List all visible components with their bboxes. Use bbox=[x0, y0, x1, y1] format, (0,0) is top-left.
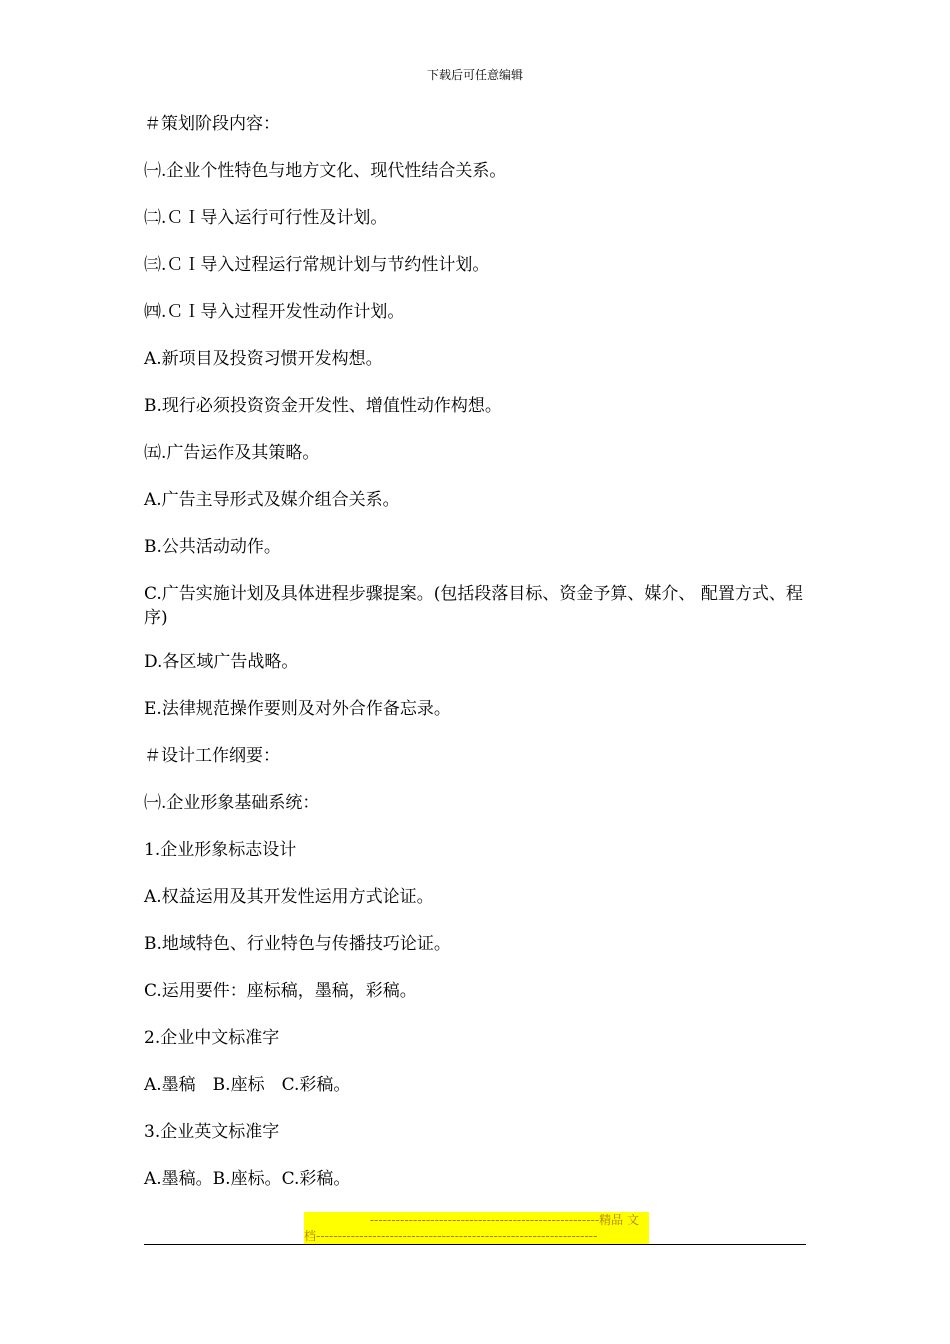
list-item: ㈠.企业形象基础系统： bbox=[144, 793, 320, 813]
list-item: B.地域特色、行业特色与传播技巧论证。 bbox=[144, 934, 451, 954]
list-item: 2.企业中文标准字 bbox=[144, 1028, 280, 1048]
list-item: B.现行必须投资资金开发性、增值性动作构想。 bbox=[144, 396, 502, 416]
list-item: B.公共活动动作。 bbox=[144, 537, 281, 557]
list-item: C.运用要件：座标稿，墨稿，彩稿。 bbox=[144, 981, 417, 1001]
list-item: E.法律规范操作要则及对外合作备忘录。 bbox=[144, 699, 451, 719]
list-item: A.权益运用及其开发性运用方式论证。 bbox=[144, 887, 434, 907]
footer-watermark bbox=[304, 1212, 649, 1244]
section-heading-design: ＃设计工作纲要： bbox=[144, 746, 280, 766]
list-item: A.墨稿。B.座标。C.彩稿。 bbox=[144, 1169, 351, 1189]
footer-watermark-line1: -----------------------------------------------------精品 文 bbox=[304, 1212, 649, 1228]
list-item: 3.企业英文标准字 bbox=[144, 1122, 280, 1142]
list-item: ㈢.ＣＩ导入过程运行常规计划与节约性计划。 bbox=[144, 255, 490, 275]
list-item: D.各区域广告战略。 bbox=[144, 652, 299, 672]
document-body bbox=[144, 112, 809, 1214]
list-item: ㈡.ＣＩ导入运行可行性及计划。 bbox=[144, 208, 388, 228]
list-item: A.墨稿 B.座标 C.彩稿。 bbox=[144, 1075, 351, 1095]
footer-watermark-line2: 档----------------------------------------------------------------- bbox=[304, 1228, 649, 1244]
list-item: C.广告实施计划及具体进程步骤提案。(包括段落目标、资金予算、媒介、 配置方式、程序) bbox=[144, 584, 803, 628]
list-item: ㈤.广告运作及其策略。 bbox=[144, 443, 320, 463]
list-item: 1.企业形象标志设计 bbox=[144, 840, 297, 860]
list-item: A.新项目及投资习惯开发构想。 bbox=[144, 349, 383, 369]
footer-divider bbox=[144, 1244, 806, 1245]
list-item: A.广告主导形式及媒介组合关系。 bbox=[144, 490, 400, 510]
page-header: 下载后可任意编辑 bbox=[426, 68, 523, 82]
list-item: ㈠.企业个性特色与地方文化、现代性结合关系。 bbox=[144, 161, 507, 181]
list-item: ㈣.ＣＩ导入过程开发性动作计划。 bbox=[144, 302, 405, 322]
section-heading-planning: ＃策划阶段内容： bbox=[144, 114, 280, 134]
